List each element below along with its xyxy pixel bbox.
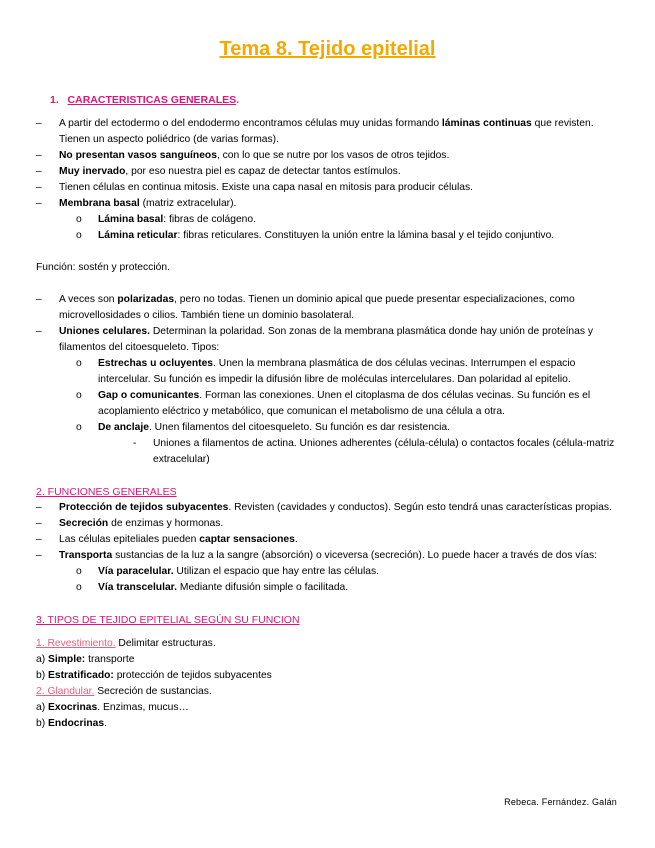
- list-item: – Membrana basal (matriz extracelular).: [36, 198, 237, 209]
- type-line: a) Exocrinas. Enzimas, mucus…: [36, 702, 189, 713]
- glandular-label: 2. Glandular.: [36, 686, 95, 697]
- sublist-item: o Vía paracelular. Utilizan el espacio que hay entre las células.: [76, 566, 380, 577]
- sublist-item: o De anclaje. Unen filamentos del citoesqueleto. Su función es dar resistencia.: [76, 422, 451, 433]
- list-item: – Transporta sustancias de la luz a la sangre (absorción) o viceversa (secreción). Lo puede hacer a través de dos vías:: [36, 550, 597, 561]
- sublist-item: o Estrechas u ocluyentes. Unen la membrana plasmática de dos células vecinas. Interrumpen el espacio intercelular. Su función es impedir la difusión libre de moléculas intercelulares. Dan polaridad al epitelio.: [76, 358, 576, 385]
- list-item: – Uniones celulares. Determinan la polaridad. Son zonas de la membrana plasmática donde hay unión de proteínas y filamentos del citoesqueleto. Tipos:: [36, 326, 594, 353]
- list-item: – No presentan vasos sanguíneos, con lo que se nutre por los vasos de otros tejidos.: [36, 150, 450, 161]
- document-body: [36, 92, 620, 732]
- list-item: – A veces son polarizadas, pero no todas. Tienen un dominio apical que puede presentar especializaciones, como microvellosidades o cilios. También tiene un dominio basolateral.: [36, 294, 575, 321]
- author-signature: Rebeca. Fernández. Galán: [504, 797, 617, 807]
- list-item: – Tienen células en continua mitosis. Existe una capa nasal en mitosis para producir células.: [36, 182, 474, 193]
- sublist-item: o Lámina basal: fibras de colágeno.: [76, 214, 256, 225]
- list-item: – Las células epiteliales pueden captar sensaciones.: [36, 534, 298, 545]
- section-3-heading: 3. TIPOS DE TEJIDO EPITELIAL SEGÚN SU FUNCION: [36, 614, 300, 626]
- sublist-item: o Vía transcelular. Mediante difusión simple o facilitada.: [76, 582, 349, 593]
- revestimiento-label: 1. Revestimiento.: [36, 638, 116, 649]
- type-line: a) Simple: transporte: [36, 654, 135, 665]
- funcion-line: Función: sostén y protección.: [36, 262, 170, 273]
- sublist-item: o Gap o comunicantes. Forman las conexiones. Unen el citoplasma de dos células vecinas. Su función es el acoplamiento eléctrico y metabólico, que comunican el metabolismo de una célula a otra.: [76, 390, 591, 417]
- sub-sublist-item: - Uniones a filamentos de actina. Uniones adherentes (célula-célula) o contactos focales (célula-matriz extracelular): [133, 438, 615, 465]
- section-1-heading: 1. CARACTERISTICAS GENERALES.: [50, 94, 240, 106]
- sublist-item: o Lámina reticular: fibras reticulares. Constituyen la unión entre la lámina basal y el tejido conjuntivo.: [76, 230, 555, 241]
- list-item: – Protección de tejidos subyacentes. Revisten (cavidades y conductos). Según esto tendrá unas características propias.: [36, 502, 612, 513]
- list-item: – A partir del ectodermo o del endodermo encontramos células muy unidas formando láminas continuas que revisten. Tienen un aspecto poliédrico (de varias formas).: [36, 118, 594, 145]
- type-line: 2. Glandular. Secreción de sustancias.: [36, 686, 212, 697]
- type-line: 1. Revestimiento. Delimitar estructuras.: [36, 638, 216, 649]
- document-title: Tema 8. Tejido epitelial: [219, 38, 436, 60]
- list-item: – Secreción de enzimas y hormonas.: [36, 518, 224, 529]
- type-line: b) Estratificado: protección de tejidos subyacentes: [36, 670, 272, 681]
- list-item: – Muy inervado, por eso nuestra piel es capaz de detectar tantos estímulos.: [36, 166, 401, 177]
- section-2-heading: 2. FUNCIONES GENERALES: [36, 486, 177, 498]
- type-line: b) Endocrinas.: [36, 718, 107, 729]
